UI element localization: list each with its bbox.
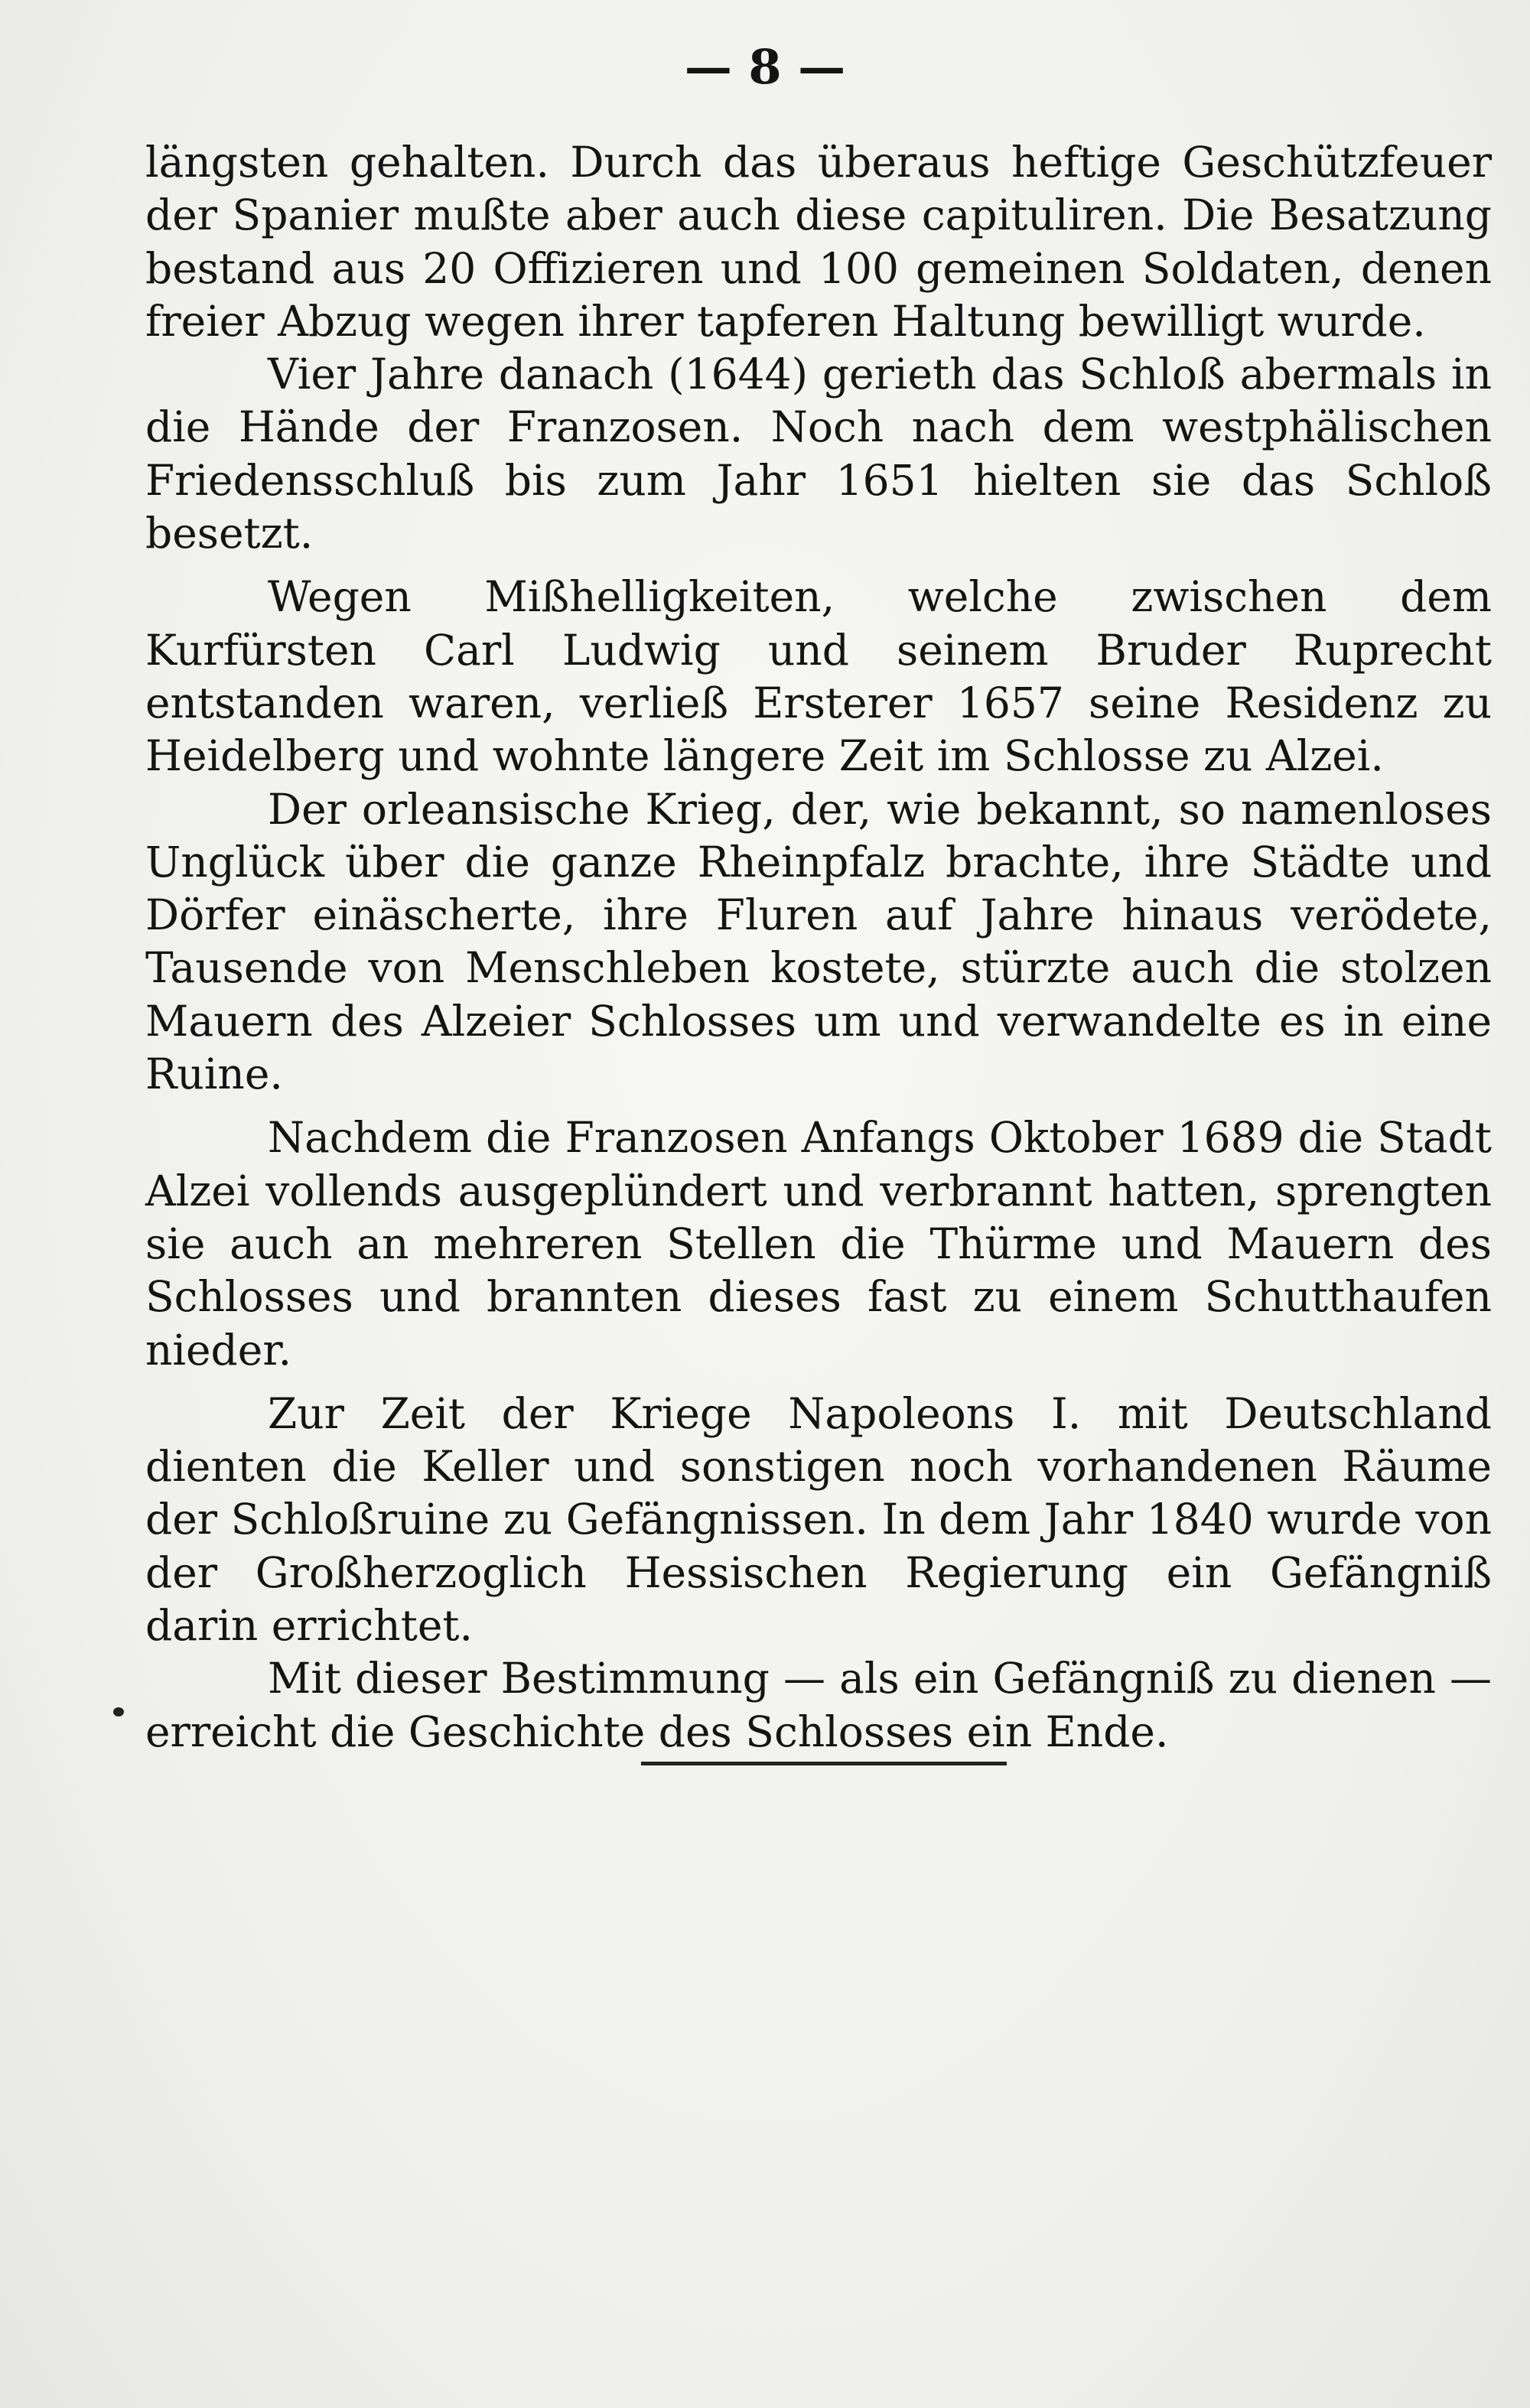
page-number: — 8 — — [684, 39, 846, 95]
paragraph-franzosen-1644: Vier Jahre danach (1644) gerieth das Schloß abermals in die Hände der Franzosen. Noch nach dem westphälischen Friedensschluß bis zum Jahr 1651 hielten sie das Schloß besetzt. — [145, 350, 1492, 558]
body-text — [145, 136, 1492, 1759]
paragraph-carl-ludwig: Wegen Mißhelligkeiten, welche zwischen dem Kurfürsten Carl Ludwig und seinem Bruder Ruprecht entstanden waren, verließ Ersterer 1657 seine Residenz zu Heidelberg und wohnte längere Zeit im Schlosse zu Alzei. — [145, 572, 1492, 781]
closing-rule — [641, 1762, 1007, 1765]
paragraph-ende: Mit dieser Bestimmung — als ein Gefängniß zu dienen — erreicht die Geschichte des Schlosses ein Ende. — [145, 1654, 1492, 1756]
paragraph-napoleon: Zur Zeit der Kriege Napoleons I. mit Deutschland dienten die Keller und sonstigen noch vorhandenen Räume der Schloßruine zu Gefängnissen. In dem Jahr 1840 wurde von der Großherzoglich Hessischen Regierung ein Gefängniß darin errichtet. — [145, 1388, 1492, 1651]
paragraph-orleansischer-krieg: Der orleansische Krieg, der, wie bekannt, so namenloses Unglück über die ganze Rheinpfalz brachte, ihre Städte und Dörfer einäscherte, ihre Fluren auf Jahre hinaus verödete, Tausende von Menschleben kostete, stürzte auch die stolzen Mauern des Alzeier Schlosses um und verwandelte es in eine Ruine. — [145, 784, 1492, 1099]
ink-speck — [113, 1707, 124, 1717]
paragraph-continued: längsten gehalten. Durch das überaus heftige Geschützfeuer der Spanier mußte aber auch diese capituliren. Die Besatzung bestand aus 20 Offizieren und 100 gemeinen Soldaten, denen freier Abzug wegen ihrer tapferen Haltung bewilligt wurde. — [145, 138, 1492, 346]
paragraph-1689: Nachdem die Franzosen Anfangs Oktober 1689 die Stadt Alzei vollends ausgeplündert und verbrannt hatten, sprengten sie auch an mehreren Stellen die Thürme und Mauern des Schlosses und brannten dieses fast zu einem Schutthaufen nieder. — [145, 1113, 1492, 1375]
